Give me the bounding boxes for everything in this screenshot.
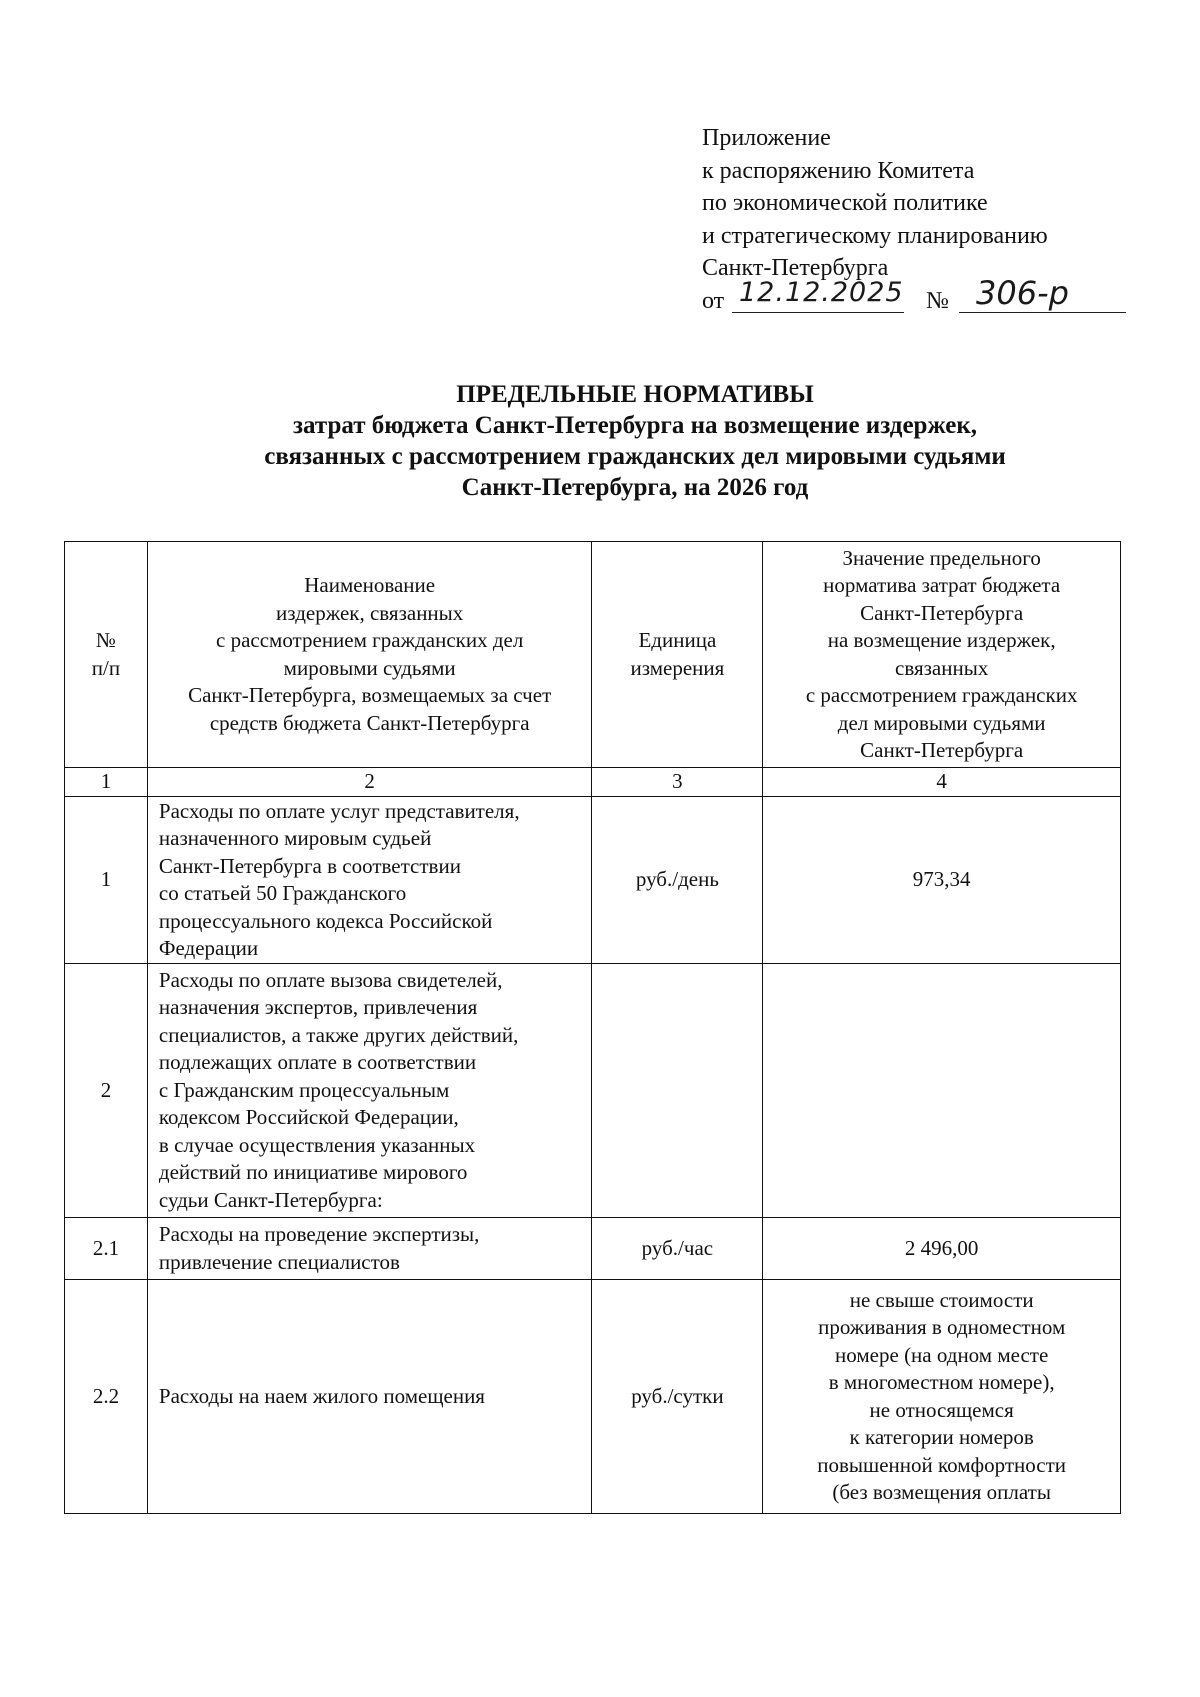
title-subline: затрат бюджета Санкт-Петербурга на возмещение издержек, [292,412,978,439]
header-cell [65,542,148,768]
row-unit: руб./час [592,1218,763,1280]
row-number: 2.1 [65,1218,148,1280]
row-value [763,1280,1121,1514]
annex-line: к распоряжению Комитета [702,157,975,184]
row-name [147,1280,592,1514]
header-value: Значение предельного норматива затрат бюджета Санкт-Петербурга на возмещение издержек, связанных с рассмотрением гражданских дел мировыми судьями Санкт-Петербурга [805,545,1078,762]
norms-table [64,541,1121,1514]
column-number: 2 [147,768,592,797]
annex-line: и стратегическому планированию [702,222,1048,249]
row-number: 2.2 [65,1280,148,1514]
handwritten-date: 12.12.2025 [739,276,904,308]
header-row [65,542,1121,768]
date-number-line [702,273,1069,319]
table-row [65,797,1121,964]
date-prefix: от [702,287,725,314]
annex-line: Приложение [702,125,831,151]
row-name [147,1218,592,1280]
column-number: 1 [65,768,148,797]
table-row [65,1218,1121,1280]
row-name [147,964,592,1218]
handwritten-number: 306-р [976,273,1069,312]
row-value: 2 496,00 [763,1218,1121,1280]
table-row [65,1280,1121,1514]
row-unit [592,964,763,1218]
header-name: Наименование издержек, связанных с рассмотрением гражданских дел мировыми судьями Санкт-Петербурга, возмещаемых за счет средств бюджета Санкт-Петербурга [188,573,552,735]
column-number: 3 [592,768,763,797]
row-value: 973,34 [763,797,1121,964]
header-unit: Единица измерения [630,628,725,680]
header-cell [147,542,592,768]
title-subline: Санкт-Петербурга, на 2026 год [461,474,809,501]
row-value-text: не свыше стоимости проживания в одноместном номере (на одном месте в многоместном номере), не относящемся к категории номеров повышенной комфортности (без возмещения оплаты [817,1287,1067,1504]
column-number: 4 [763,768,1121,797]
annex-block [702,122,1069,319]
row-unit: руб./сутки [592,1280,763,1514]
row-value [763,964,1121,1218]
column-number-row [65,768,1121,797]
table-row [65,964,1121,1218]
row-name-text: Расходы по оплате вызова свидетелей, назначения экспертов, привлечения специалистов, а также других действий, подлежащих оплате в соответствии с Гражданским процессуальным кодексом Российской Федерации, в случае осуществления указанных действий по инициативе мирового судьи Санкт-Петербурга: [158,967,519,1212]
row-name-text: Расходы на проведение экспертизы, привлечение специалистов [158,1222,480,1274]
row-name-text: Расходы на наем жилого помещения [158,1383,485,1408]
number-label: № [926,287,949,314]
number-underline [959,312,1126,313]
document-title [0,379,1200,503]
title-subline: связанных с рассмотрением гражданских дел мировыми судьями [264,443,1006,470]
row-name-text: Расходы по оплате услуг представителя, назначенного мировым судьей Санкт-Петербурга в соответствии со статьей 50 Гражданского процессуального кодекса Российской Федерации [158,798,520,960]
row-number: 1 [65,797,148,964]
title-heading: ПРЕДЕЛЬНЫЕ НОРМАТИВЫ [456,381,814,408]
header-number: № п/п [91,628,121,680]
annex-line: Санкт-Петербурга [702,255,889,281]
header-cell [763,542,1121,768]
row-number: 2 [65,964,148,1218]
row-unit: руб./день [592,797,763,964]
row-name [147,797,592,964]
date-underline [732,312,904,313]
header-cell [592,542,763,768]
annex-line: по экономической политике [702,190,988,216]
